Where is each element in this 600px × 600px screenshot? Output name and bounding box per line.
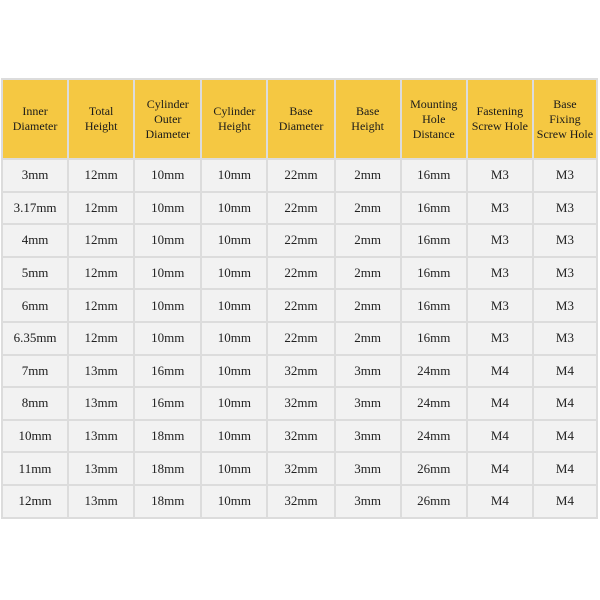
- table-cell: 12mm: [3, 486, 67, 517]
- table-cell: M3: [534, 193, 596, 224]
- table-cell: 10mm: [135, 290, 200, 321]
- header-line: Inner: [22, 104, 48, 118]
- table-cell: 3mm: [336, 388, 400, 419]
- table-cell: 12mm: [69, 225, 133, 256]
- table-row: [3, 356, 596, 387]
- table-cell: 3mm: [336, 356, 400, 387]
- table-cell: M3: [468, 193, 532, 224]
- table-cell: M3: [534, 225, 596, 256]
- table-header: [3, 80, 596, 158]
- header-line: Cylinder: [146, 96, 189, 111]
- table-cell: 16mm: [135, 356, 200, 387]
- table-row: [3, 160, 596, 191]
- header-line: Distance: [412, 126, 455, 141]
- table-cell: 10mm: [202, 486, 266, 517]
- table-cell: M3: [534, 160, 596, 191]
- header-line: Hole: [422, 111, 446, 126]
- header-cell: [336, 80, 400, 158]
- table-cell: M4: [468, 356, 532, 387]
- table-cell: 22mm: [268, 290, 333, 321]
- table-cell: 3mm: [3, 160, 67, 191]
- table-cell: M3: [534, 258, 596, 289]
- header-line: Fixing: [549, 111, 581, 126]
- table-cell: 10mm: [135, 258, 200, 289]
- table-cell: 4mm: [3, 225, 67, 256]
- table-cell: 10mm: [3, 421, 67, 452]
- table-cell: M4: [534, 356, 596, 387]
- table-cell: 32mm: [268, 388, 333, 419]
- table-row: [3, 388, 596, 419]
- table-cell: 10mm: [202, 421, 266, 452]
- table-cell: 11mm: [3, 453, 67, 484]
- table-cell: M4: [468, 453, 532, 484]
- table-body: [3, 160, 596, 517]
- table-cell: 16mm: [402, 160, 466, 191]
- table-cell: 24mm: [402, 356, 466, 387]
- table-row: [3, 290, 596, 321]
- header-line: Fastening: [476, 104, 524, 118]
- table-cell: 13mm: [69, 356, 133, 387]
- header-line: Mounting: [410, 96, 458, 111]
- table-cell: 22mm: [268, 258, 333, 289]
- header-cell: [402, 80, 466, 158]
- table-cell: M4: [468, 388, 532, 419]
- header-cell: [202, 80, 266, 158]
- header-line: Total: [88, 104, 114, 118]
- table-cell: 16mm: [402, 225, 466, 256]
- table-cell: 12mm: [69, 323, 133, 354]
- header-line: Diameter: [12, 119, 58, 133]
- table-cell: 16mm: [135, 388, 200, 419]
- table-cell: 5mm: [3, 258, 67, 289]
- table-cell: 6mm: [3, 290, 67, 321]
- table-cell: 10mm: [202, 258, 266, 289]
- table-cell: 12mm: [69, 193, 133, 224]
- table-cell: 3mm: [336, 453, 400, 484]
- table-row: [3, 225, 596, 256]
- table-cell: M3: [534, 290, 596, 321]
- table-cell: 7mm: [3, 356, 67, 387]
- table-cell: 22mm: [268, 193, 333, 224]
- table-cell: 32mm: [268, 356, 333, 387]
- table-cell: 16mm: [402, 323, 466, 354]
- table-cell: M3: [468, 290, 532, 321]
- header-cell: [3, 80, 67, 158]
- table-cell: M4: [534, 453, 596, 484]
- table-cell: 10mm: [202, 388, 266, 419]
- header-cell: [534, 80, 596, 158]
- table-cell: 3.17mm: [3, 193, 67, 224]
- table-cell: 12mm: [69, 258, 133, 289]
- table-cell: 32mm: [268, 486, 333, 517]
- table-cell: 12mm: [69, 290, 133, 321]
- table-cell: 13mm: [69, 421, 133, 452]
- table-cell: M3: [468, 225, 532, 256]
- table-cell: M3: [534, 323, 596, 354]
- header-cell: [69, 80, 133, 158]
- header-line: Base: [289, 104, 313, 118]
- table-cell: M4: [468, 486, 532, 517]
- header-line: Screw Hole: [471, 119, 529, 133]
- table-cell: 2mm: [336, 323, 400, 354]
- table-cell: M4: [534, 421, 596, 452]
- table-cell: M4: [534, 486, 596, 517]
- table-row: [3, 193, 596, 224]
- header-line: Outer: [154, 111, 182, 126]
- table-cell: 13mm: [69, 388, 133, 419]
- table-cell: 10mm: [135, 160, 200, 191]
- table-cell: 32mm: [268, 421, 333, 452]
- header-line: Height: [351, 119, 384, 133]
- table-cell: 2mm: [336, 258, 400, 289]
- table-cell: 13mm: [69, 486, 133, 517]
- table-row: [3, 323, 596, 354]
- header-row: [3, 80, 596, 158]
- table-cell: 24mm: [402, 421, 466, 452]
- header-line: Diameter: [278, 119, 324, 133]
- table-cell: 10mm: [202, 225, 266, 256]
- table-cell: 18mm: [135, 453, 200, 484]
- table-cell: 2mm: [336, 290, 400, 321]
- table-cell: 2mm: [336, 225, 400, 256]
- table-cell: 13mm: [69, 453, 133, 484]
- header-line: Cylinder: [213, 104, 256, 118]
- table-cell: 10mm: [135, 193, 200, 224]
- header-line: Base: [355, 104, 380, 118]
- header-line: Height: [84, 119, 118, 133]
- table-cell: 24mm: [402, 388, 466, 419]
- header-cell: [468, 80, 532, 158]
- header-line: Height: [218, 119, 251, 133]
- table-row: [3, 486, 596, 517]
- table-cell: 10mm: [202, 453, 266, 484]
- table-cell: 6.35mm: [3, 323, 67, 354]
- table-cell: 22mm: [268, 323, 333, 354]
- table-cell: 16mm: [402, 193, 466, 224]
- header-line: Diameter: [145, 126, 191, 141]
- table-cell: 12mm: [69, 160, 133, 191]
- table-cell: 22mm: [268, 160, 333, 191]
- table-cell: 10mm: [202, 356, 266, 387]
- table-cell: 26mm: [402, 486, 466, 517]
- header-cell: [268, 80, 333, 158]
- table-cell: 8mm: [3, 388, 67, 419]
- table-cell: M3: [468, 323, 532, 354]
- table-cell: 10mm: [202, 323, 266, 354]
- table-cell: 10mm: [135, 323, 200, 354]
- table-cell: M4: [534, 388, 596, 419]
- spec-table: [1, 78, 598, 519]
- table-cell: M3: [468, 258, 532, 289]
- table-cell: 16mm: [402, 258, 466, 289]
- table-cell: M3: [468, 160, 532, 191]
- table-cell: 16mm: [402, 290, 466, 321]
- header-cell: [135, 80, 200, 158]
- table-row: [3, 453, 596, 484]
- table-cell: 10mm: [202, 160, 266, 191]
- header-line: Base: [553, 96, 577, 111]
- header-line: Screw Hole: [536, 126, 594, 141]
- table-cell: 3mm: [336, 421, 400, 452]
- table-cell: 18mm: [135, 421, 200, 452]
- table-row: [3, 421, 596, 452]
- table-cell: 26mm: [402, 453, 466, 484]
- table-cell: 10mm: [202, 290, 266, 321]
- table-cell: 2mm: [336, 160, 400, 191]
- table-cell: 22mm: [268, 225, 333, 256]
- table-row: [3, 258, 596, 289]
- table-cell: 3mm: [336, 486, 400, 517]
- table-cell: 2mm: [336, 193, 400, 224]
- table-cell: 10mm: [135, 225, 200, 256]
- table-cell: 32mm: [268, 453, 333, 484]
- table-cell: 18mm: [135, 486, 200, 517]
- table-cell: 10mm: [202, 193, 266, 224]
- table-cell: M4: [468, 421, 532, 452]
